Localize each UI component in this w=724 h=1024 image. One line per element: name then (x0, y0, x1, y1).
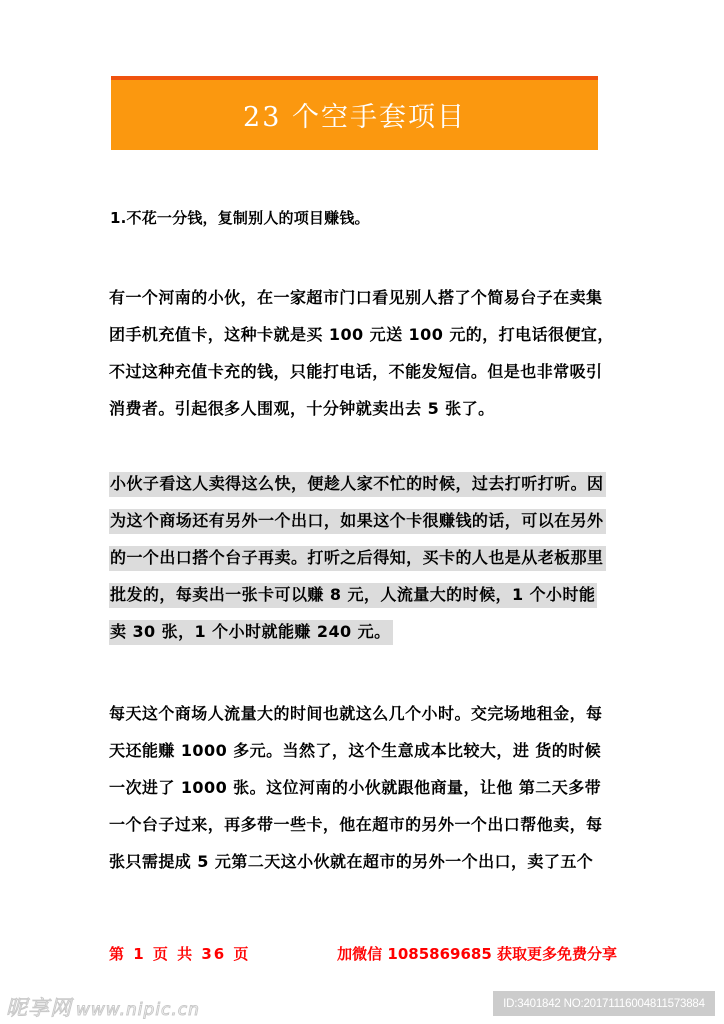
text-line (109, 509, 619, 546)
title-banner (111, 76, 598, 150)
paragraph-3 (109, 702, 619, 887)
promo-text: 加微信 1085869685 获取更多免费分享 (337, 945, 617, 963)
paragraph-2-highlighted (109, 472, 619, 657)
text-line (109, 546, 619, 583)
site-logo-text: 昵享网 (6, 996, 72, 1020)
text-line: 天还能赚 1000 多元。当然了，这个生意成本比较大，进 货的时候 (109, 741, 602, 760)
text-line: 有一个河南的小伙，在一家超市门口看见别人搭了个简易台子在卖集 (109, 288, 603, 307)
highlighted-text: 批发的，每卖出一张卡可以赚 8 元，人流量大的时候，1 个小时能 (109, 583, 597, 608)
highlighted-text: 为这个商场还有另外一个出口，如果这个卡很赚钱的话，可以在另外 (109, 509, 606, 534)
section-heading: 1.不花一分钱，复制别人的项目赚钱。 (110, 209, 370, 227)
paragraph-1 (109, 286, 619, 434)
highlighted-text: 的一个出口搭个台子再卖。打听之后得知，买卡的人也是从老板那里 (109, 546, 606, 571)
highlighted-text: 卖 30 张，1 个小时就能赚 240 元。 (109, 620, 393, 645)
page-indicator: 第 1 页 共 36 页 (109, 945, 251, 963)
page-footer (109, 943, 617, 964)
site-watermark (6, 992, 200, 1022)
image-id-badge (493, 991, 715, 1016)
text-line: 一次进了 1000 张。这位河南的小伙就跟他商量，让他 第二天多带 (109, 778, 602, 797)
text-line: 消费者。引起很多人围观，十分钟就卖出去 5 张了。 (109, 399, 495, 418)
text-line: 每天这个商场人流量大的时间也就这么几个小时。交完场地租金，每 (109, 704, 603, 723)
text-line: 团手机充值卡，这种卡就是买 100 元送 100 元的，打电话很便宜， (109, 325, 614, 344)
text-line (109, 583, 619, 620)
text-line (109, 620, 619, 657)
document-title: 23 个空手套项目 (243, 101, 466, 133)
text-line: 一个台子过来，再多带一些卡，他在超市的另外一个出口帮他卖，每 (109, 815, 603, 834)
text-line (109, 472, 619, 509)
image-id-text: ID:3401842 NO:20171116004811573884 (503, 997, 705, 1010)
site-url: www.nipic.cn (76, 1000, 200, 1020)
text-line: 不过这种充值卡充的钱，只能打电话，不能发短信。但是也非常吸引 (109, 362, 603, 381)
text-line: 张只需提成 5 元第二天这小伙就在超市的另外一个出口，卖了五个 (109, 852, 594, 871)
highlighted-text: 小伙子看这人卖得这么快，便趁人家不忙的时候，过去打听打听。因 (109, 472, 606, 497)
